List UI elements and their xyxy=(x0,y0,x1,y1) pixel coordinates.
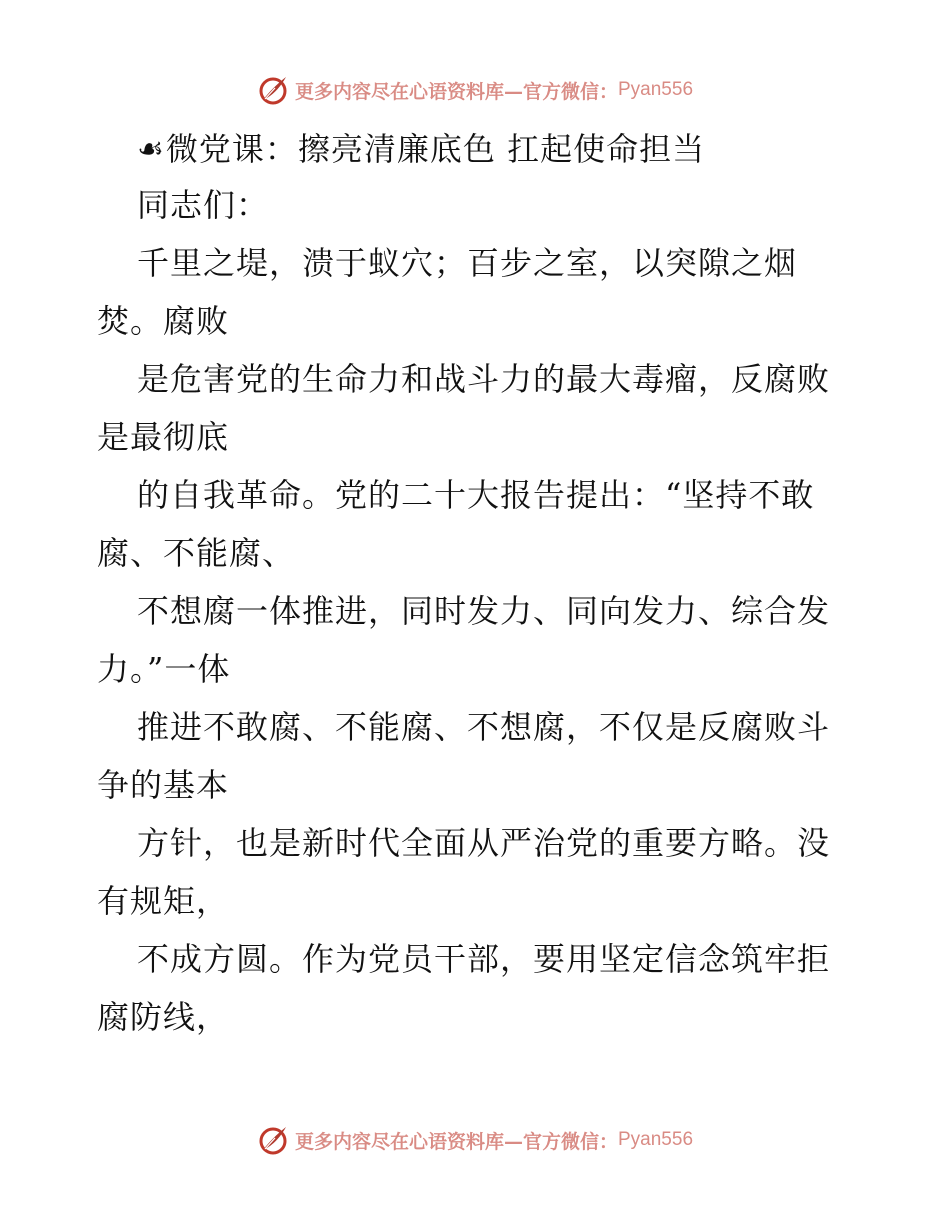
paragraph-line: 方针，也是新时代全面从严治党的重要方略。没 xyxy=(137,824,831,862)
paragraph-line: 不想腐一体推进，同时发力、同向发力、综合发 xyxy=(137,592,831,630)
document-title: 微党课：擦亮清廉底色 扛起使命担当 xyxy=(165,130,706,168)
salutation: 同志们： xyxy=(137,186,270,224)
paragraph-line: 是最彻底 xyxy=(97,418,230,456)
paragraph-line: 是危害党的生命力和战斗力的最大毒瘤，反腐败 xyxy=(137,360,831,398)
feather-pen-logo-icon xyxy=(257,1124,289,1156)
paragraph-line: 千里之堤，溃于蚁穴；百步之室，以突隙之烟 xyxy=(137,244,798,282)
paragraph-line: 的自我革命。党的二十大报告提出：“坚持不敢 xyxy=(137,476,815,514)
paragraph-line: 腐防线， xyxy=(97,998,230,1036)
watermark-wechat-id: Pyan556 xyxy=(618,1129,694,1150)
paragraph-line: 不成方圆。作为党员干部，要用坚定信念筑牢拒 xyxy=(137,940,831,978)
paragraph-line: 腐、不能腐、 xyxy=(97,534,296,572)
paragraph-line: 争的基本 xyxy=(97,766,230,804)
ornament-icon: ☙ xyxy=(137,131,164,167)
watermark-wechat-id: Pyan556 xyxy=(618,79,694,100)
document-body xyxy=(97,122,857,1046)
document-title-row xyxy=(97,122,857,176)
paragraph-line: 力。”一体 xyxy=(97,650,231,688)
footer-watermark xyxy=(0,1120,950,1160)
watermark-text: 更多内容尽在心语资料库—官方微信： xyxy=(294,80,618,103)
header-watermark xyxy=(0,70,950,110)
watermark-text: 更多内容尽在心语资料库—官方微信： xyxy=(294,1130,618,1153)
paragraph-line: 推进不敢腐、不能腐、不想腐，不仅是反腐败斗 xyxy=(137,708,831,746)
paragraph-line: 焚。腐败 xyxy=(97,302,230,340)
feather-pen-logo-icon xyxy=(257,74,289,106)
paragraph-line: 有规矩， xyxy=(97,882,230,920)
